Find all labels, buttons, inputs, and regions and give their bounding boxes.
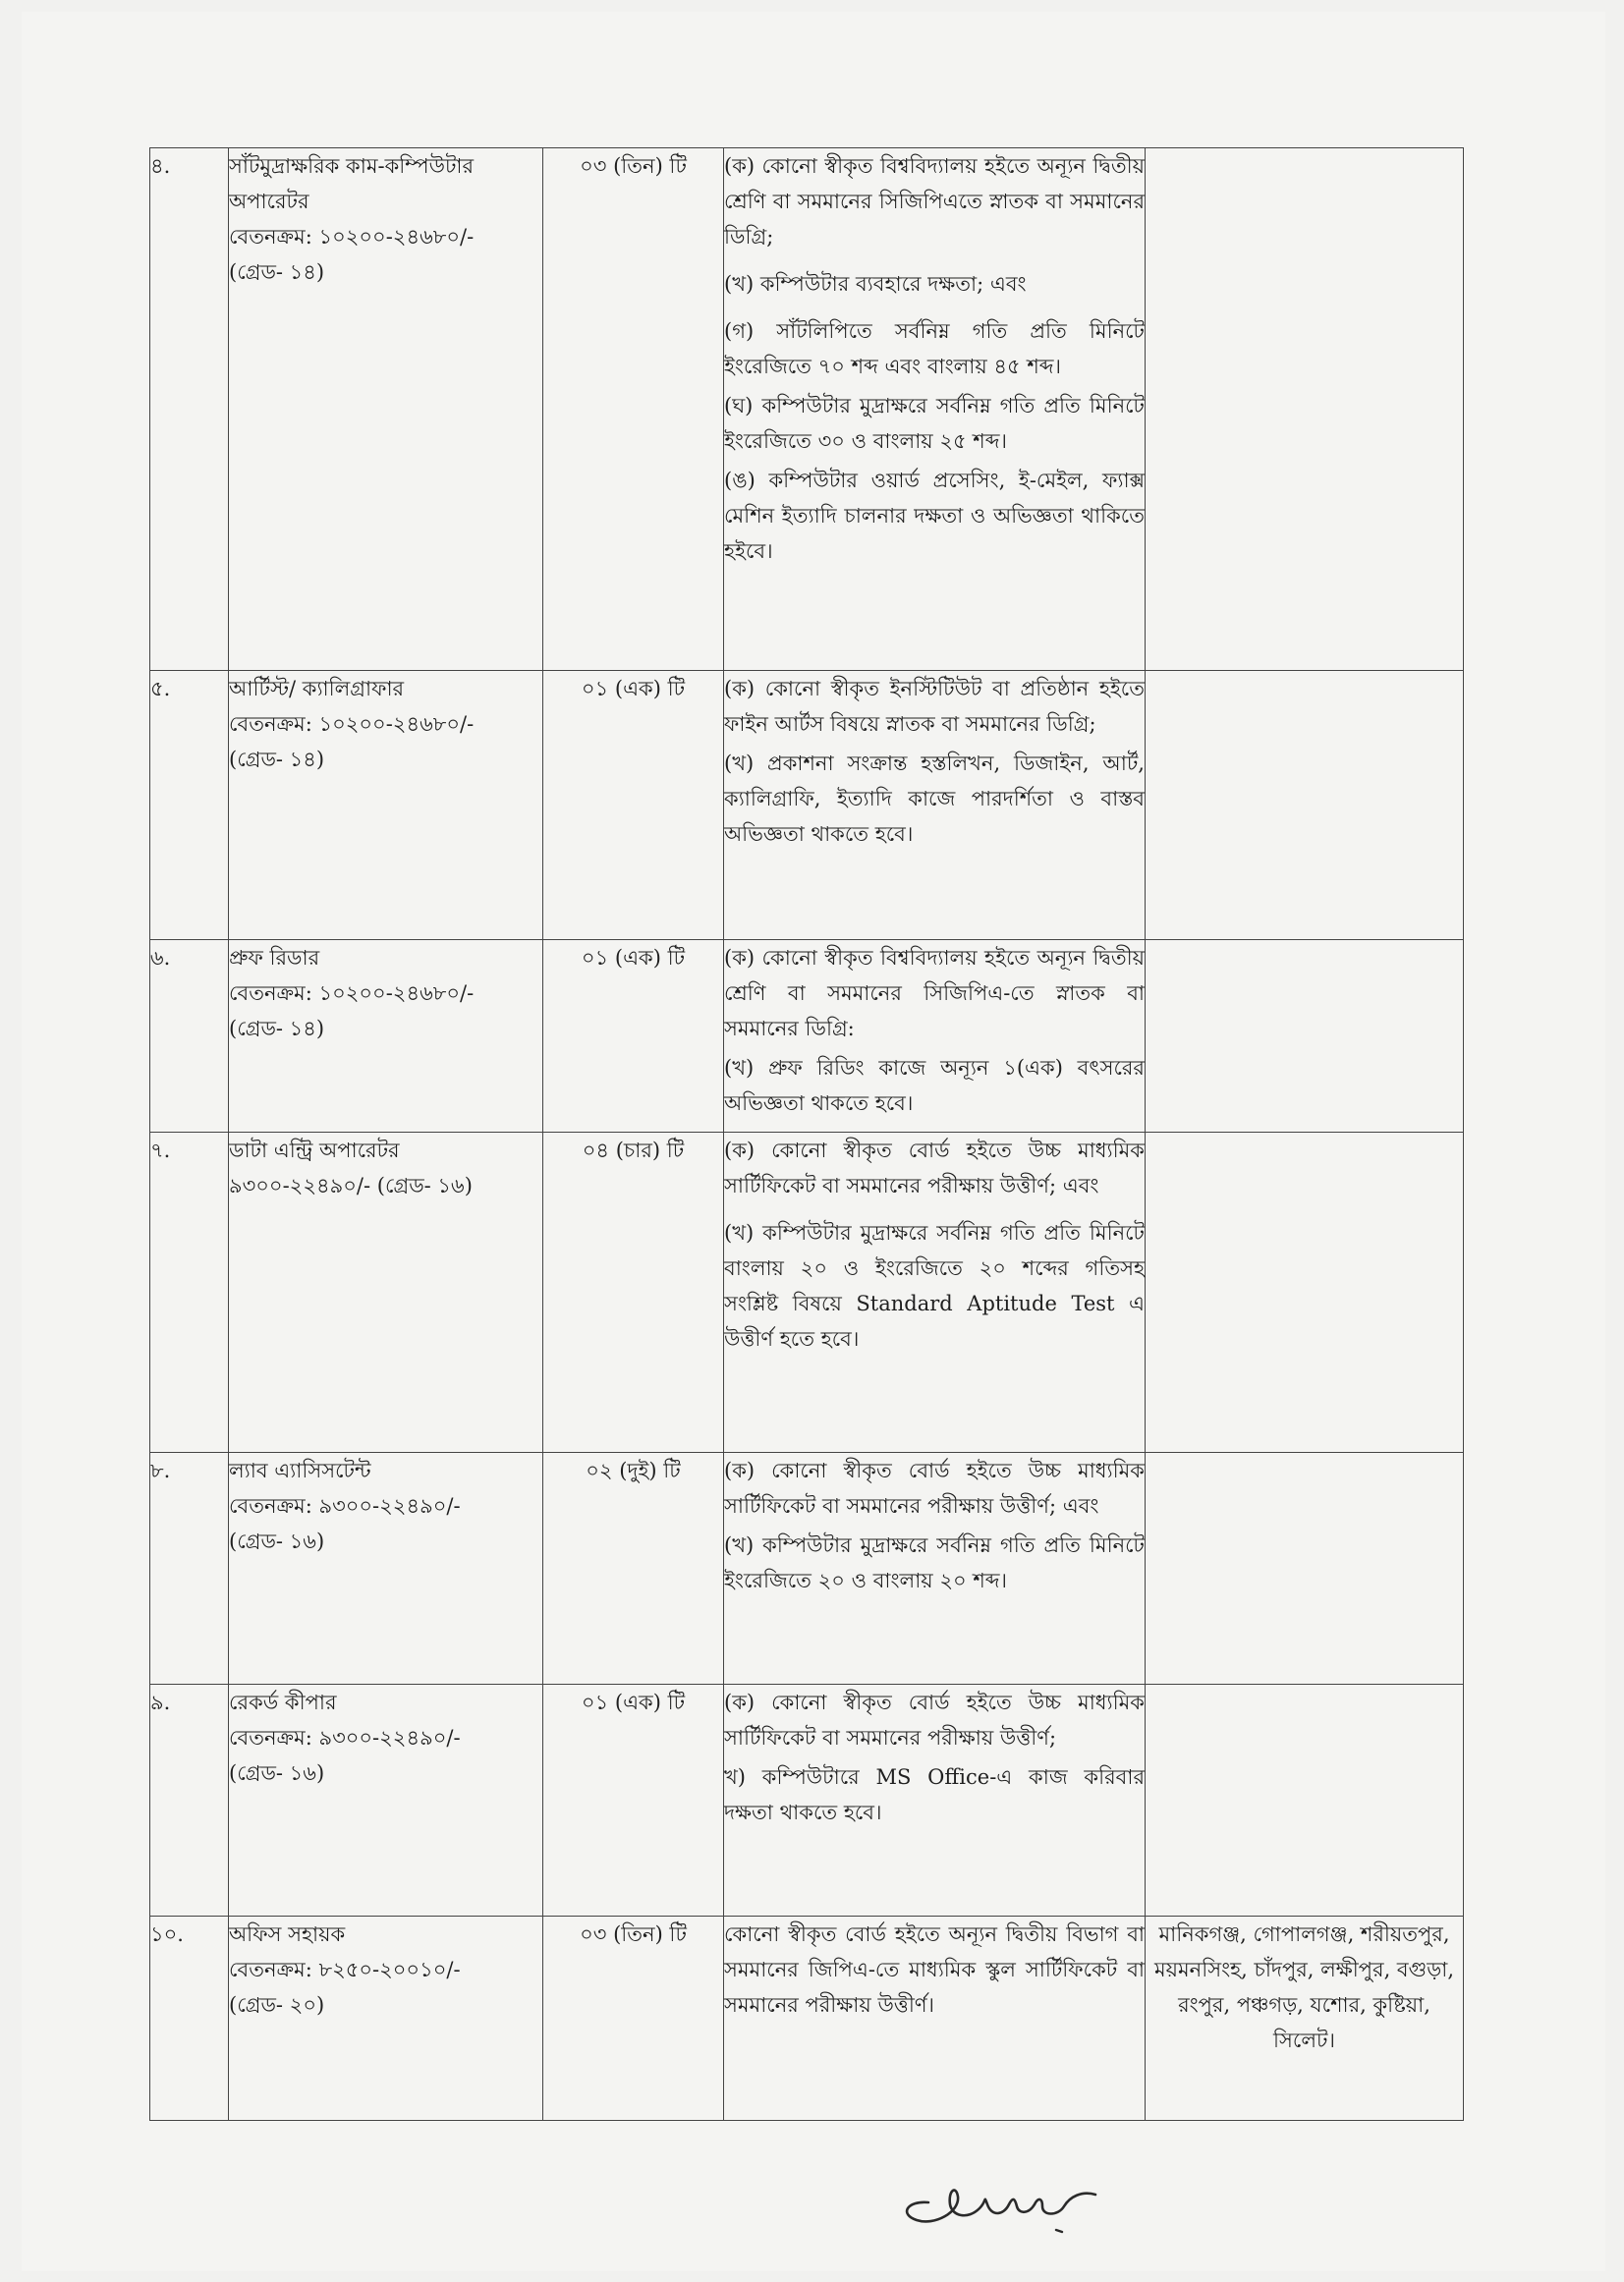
qualification-cell <box>724 1133 1146 1453</box>
qualification-item: (খ) কম্পিউটার মুদ্রাক্ষরে সর্বনিম্ন গতি প্রতি মিনিটে বাংলায় ২০ ও ইংরেজিতে ২০ শব্দের গতিসহ সংশ্লিষ্ট বিষয়ে Standard Aptitude Test এ উত্তীর্ণ হতে হবে। <box>724 1221 1145 1351</box>
qualification-item: (ক) কোনো স্বীকৃত বোর্ড হইতে উচ্চ মাধ্যমিক সার্টিফিকেট বা সমমানের পরীক্ষায় উত্তীর্ণ; এবং <box>724 1139 1145 1197</box>
serial-number: ৭. <box>150 1133 229 1453</box>
pay-scale: বেতনক্রম: ৮২৫০-২০০১০/- <box>229 1958 461 1981</box>
qualification-item: (ক) কোনো স্বীকৃত বিশ্ববিদ্যালয় হইতে অন্যূন দ্বিতীয় শ্রেণি বা সমমানের সিজিপিএ-তে স্নাতক বা সমমানের ডিগ্রি: <box>724 946 1145 1040</box>
qualification-item: (খ) কম্পিউটার মুদ্রাক্ষরে সর্বনিম্ন গতি প্রতি মিনিটে ইংরেজিতে ২০ ও বাংলায় ২০ শব্দ। <box>724 1533 1145 1592</box>
pay-scale: বেতনক্রম: ৯৩০০-২২৪৯০/- <box>229 1494 461 1518</box>
signature-image <box>889 2151 1125 2240</box>
qualification-item: (গ) সাঁটলিপিতে সর্বনিম্ন গতি প্রতি মিনিটে ইংরেজিতে ৭০ শব্দ এবং বাংলায় ৪৫ শব্দ। <box>724 319 1145 378</box>
districts-cell <box>1146 1685 1464 1917</box>
grade: (গ্রেড- ১৬) <box>229 1761 325 1785</box>
post-name-cell <box>229 1453 543 1685</box>
table-row <box>150 1133 1464 1453</box>
pay-scale: বেতনক্রম: ১০২০০-২৪৬৮০/- <box>229 981 475 1005</box>
post-count: ০১ (এক) টি <box>543 940 724 1133</box>
table-row <box>150 148 1464 671</box>
qualification-item: (খ) প্রুফ রিডিং কাজে অন্যূন ১(এক) বৎসরের অভিজ্ঞতা থাকতে হবে। <box>724 1056 1145 1115</box>
post-title: অফিস সহায়ক <box>229 1922 346 1946</box>
post-count: ০২ (দুই) টি <box>543 1453 724 1685</box>
districts-cell <box>1146 1133 1464 1453</box>
post-count: ০৪ (চার) টি <box>543 1133 724 1453</box>
qualification-cell <box>724 671 1146 940</box>
post-count: ০৩ (তিন) টি <box>543 1917 724 2121</box>
pay-scale: বেতনক্রম: ৯৩০০-২২৪৯০/- <box>229 1726 461 1750</box>
post-name-cell <box>229 1917 543 2121</box>
qualification-cell <box>724 940 1146 1133</box>
grade: (গ্রেড- ১৪) <box>229 748 325 771</box>
table-row <box>150 671 1464 940</box>
qualification-item: খ) কম্পিউটারে MS Office-এ কাজ করিবার দক্ষতা থাকতে হবে। <box>724 1765 1145 1824</box>
qualification-item: (ঙ) কম্পিউটার ওয়ার্ড প্রসেসিং, ই-মেইল, ফ্যাক্স মেশিন ইত্যাদি চালনার দক্ষতা ও অভিজ্ঞতা থাকিতে হইবে। <box>724 469 1145 563</box>
qualification-item: (ক) কোনো স্বীকৃত বোর্ড হইতে উচ্চ মাধ্যমিক সার্টিফিকেট বা সমমানের পরীক্ষায় উত্তীর্ণ; এবং <box>724 1459 1145 1518</box>
post-name-cell <box>229 1133 543 1453</box>
qualification-item: (খ) কম্পিউটার ব্যবহারে দক্ষতা; এবং <box>724 272 1027 296</box>
qualification-item: (খ) প্রকাশনা সংক্রান্ত হস্তলিখন, ডিজাইন, আর্ট, ক্যালিগ্রাফি, ইত্যাদি কাজে পারদর্শিতা ও বাস্তব অভিজ্ঞতা থাকতে হবে। <box>724 751 1145 846</box>
post-count: ০৩ (তিন) টি <box>543 148 724 671</box>
qualification-item: (ক) কোনো স্বীকৃত ইনস্টিটিউট বা প্রতিষ্ঠান হইতে ফাইন আর্টস বিষয়ে স্নাতক বা সমমানের ডিগ্রি; <box>724 677 1145 736</box>
grade: (গ্রেড- ১৪) <box>229 260 325 284</box>
districts-cell <box>1146 1453 1464 1685</box>
districts-cell <box>1146 148 1464 671</box>
qualification-item: (ঘ) কম্পিউটার মুদ্রাক্ষরে সর্বনিম্ন গতি প্রতি মিনিটে ইংরেজিতে ৩০ ও বাংলায় ২৫ শব্দ। <box>724 394 1145 453</box>
qualification-item: কোনো স্বীকৃত বোর্ড হইতে অন্যূন দ্বিতীয় বিভাগ বা সমমানের জিপিএ-তে মাধ্যমিক স্কুল সার্টিফিকেট বা সমমানের পরীক্ষায় উত্তীর্ণ। <box>724 1922 1145 2017</box>
districts-cell: মানিকগঞ্জ, গোপালগঞ্জ, শরীয়তপুর, ময়মনসিংহ, চাঁদপুর, লক্ষীপুর, বগুড়া, রংপুর, পঞ্চগড়, যশোর, কুষ্টিয়া, সিলেট। <box>1146 1917 1464 2121</box>
table-row <box>150 1917 1464 2121</box>
post-count: ০১ (এক) টি <box>543 671 724 940</box>
post-title: রেকর্ড কীপার <box>229 1691 337 1714</box>
post-count: ০১ (এক) টি <box>543 1685 724 1917</box>
pay-scale: ৯৩০০-২২৪৯০/- (গ্রেড- ১৬) <box>229 1174 473 1197</box>
serial-number: ৫. <box>150 671 229 940</box>
grade: (গ্রেড- ১৪) <box>229 1017 325 1040</box>
serial-number: ৮. <box>150 1453 229 1685</box>
districts-cell <box>1146 671 1464 940</box>
post-name-cell <box>229 148 543 671</box>
post-title: সাঁটমুদ্রাক্ষরিক কাম-কম্পিউটার অপারেটর <box>229 154 475 213</box>
job-vacancy-table <box>149 147 1464 2121</box>
post-name-cell <box>229 1685 543 1917</box>
post-name-cell <box>229 671 543 940</box>
post-title: প্রুফ রিডার <box>229 946 320 970</box>
qualification-cell <box>724 148 1146 671</box>
post-title: ল্যাব এ্যাসিসটেন্ট <box>229 1459 371 1482</box>
table-row <box>150 1685 1464 1917</box>
serial-number: ১০. <box>150 1917 229 2121</box>
table-row <box>150 1453 1464 1685</box>
qualification-item: (ক) কোনো স্বীকৃত বোর্ড হইতে উচ্চ মাধ্যমিক সার্টিফিকেট বা সমমানের পরীক্ষায় উত্তীর্ণ; <box>724 1691 1145 1750</box>
post-title: আর্টিস্ট/ ক্যালিগ্রাফার <box>229 677 405 700</box>
grade: (গ্রেড- ২০) <box>229 1993 325 2017</box>
serial-number: ৬. <box>150 940 229 1133</box>
qualification-cell <box>724 1453 1146 1685</box>
serial-number: ৪. <box>150 148 229 671</box>
pay-scale: বেতনক্রম: ১০২০০-২৪৬৮০/- <box>229 225 475 249</box>
districts-cell <box>1146 940 1464 1133</box>
post-title: ডাটা এন্ট্রি অপারেটর <box>229 1139 400 1162</box>
grade: (গ্রেড- ১৬) <box>229 1530 325 1553</box>
qualification-cell <box>724 1685 1146 1917</box>
serial-number: ৯. <box>150 1685 229 1917</box>
post-name-cell <box>229 940 543 1133</box>
pay-scale: বেতনক্রম: ১০২০০-২৪৬৮০/- <box>229 712 475 736</box>
table-row <box>150 940 1464 1133</box>
qualification-cell <box>724 1917 1146 2121</box>
qualification-item: (ক) কোনো স্বীকৃত বিশ্ববিদ্যালয় হইতে অন্যূন দ্বিতীয় শ্রেণি বা সমমানের সিজিপিএতে স্নাতক বা সমমানের ডিগ্রি; <box>724 154 1145 249</box>
